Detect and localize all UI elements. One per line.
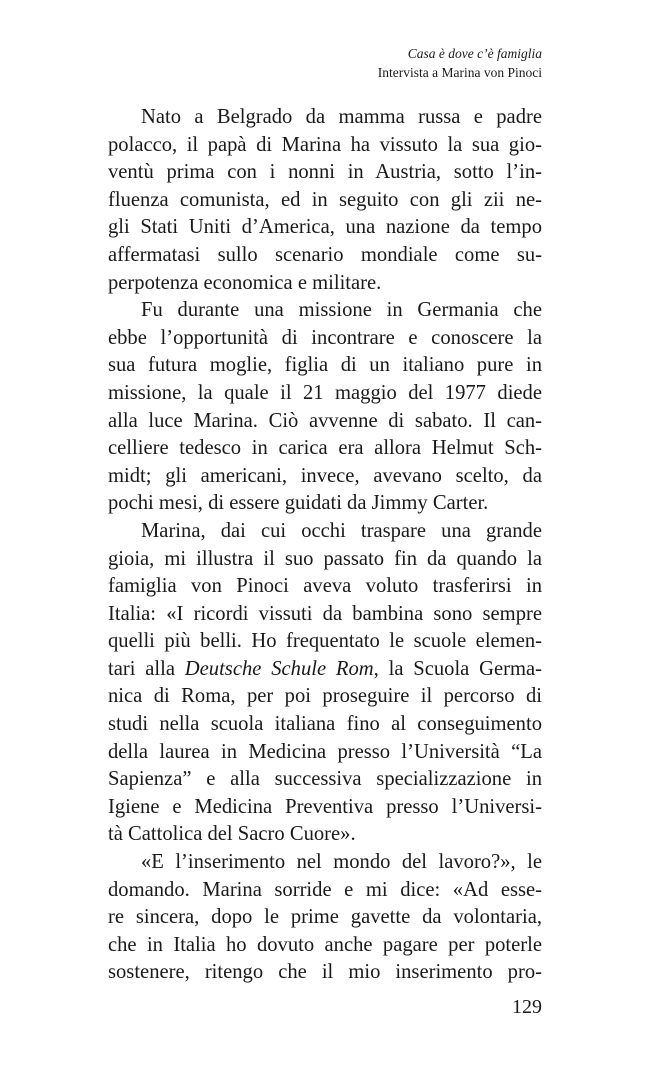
text-line: alla luce Marina. Ciò avvenne di sabato. Il can- — [108, 409, 542, 432]
running-head — [378, 44, 542, 82]
text-line: quelli più belli. Ho frequentato le scuole elemen- — [108, 630, 542, 653]
text-line: Nato a Belgrado da mamma russa e padre — [141, 106, 542, 128]
running-head-title: Casa è dove c’è famiglia — [407, 46, 542, 61]
text-line: Marina, dai cui occhi traspare una grande — [141, 519, 542, 542]
text-line: missione, la quale il 21 maggio del 1977 diede — [108, 381, 542, 404]
text-line: Fu durante una missione in Germania che — [141, 299, 542, 322]
page-number: 129 — [512, 996, 542, 1018]
text-line: pochi mesi, di essere guidati da Jimmy Carter. — [108, 492, 489, 515]
text-line: perpotenza economica e militare. — [108, 271, 382, 294]
text-line: gli Stati Uniti d’America, una nazione da tempo — [108, 216, 542, 239]
running-head-subtitle: Intervista a Marina von Pinoci — [377, 65, 542, 80]
paragraph-4 — [108, 849, 542, 987]
text-line: «E l’inserimento nel mondo del lavoro?», le — [141, 851, 542, 874]
text-line: Italia: «I ricordi vissuti da bambina sono sempre — [108, 602, 542, 625]
text-line: nica di Roma, per poi proseguire il percorso di — [108, 685, 542, 708]
text-line: fluenza comunista, ed in seguito con gli zii ne- — [108, 188, 542, 211]
text-line: Sapienza” e alla successiva specializzazione in — [108, 768, 542, 791]
text-line: che in Italia ho dovuto anche pagare per poterle — [108, 933, 542, 956]
text-line: famiglia von Pinoci aveva voluto trasferirsi in — [108, 575, 542, 598]
text-fragment: , la Scuola Germa- — [373, 657, 543, 680]
text-line-with-italic — [108, 656, 542, 684]
text-line: domando. Marina sorride e mi dice: «Ad esse- — [108, 878, 542, 901]
text-line: Igiene e Medicina Preventiva presso l’Universi- — [108, 795, 542, 818]
text-line: re sincera, dopo le prime gavette da volontaria, — [108, 906, 542, 929]
text-line: sua futura moglie, figlia di un italiano pure in — [108, 354, 542, 377]
text-fragment: tari alla — [108, 657, 185, 680]
text-line: studi nella scuola italiana fino al conseguimento — [108, 713, 542, 736]
paragraph-1 — [108, 104, 542, 297]
text-line: celliere tedesco in carica era allora Helmut Sch- — [108, 437, 542, 460]
text-line: polacco, il papà di Marina ha vissuto la sua gio- — [108, 133, 542, 156]
text-line: tà Cattolica del Sacro Cuore». — [108, 823, 356, 846]
paragraph-3 — [108, 518, 542, 849]
italic-school-name: Deutsche Schule Rom — [184, 657, 374, 680]
text-line: ebbe l’opportunità di incontrare e conoscere la — [108, 326, 542, 349]
body-text — [108, 104, 542, 987]
paragraph-2 — [108, 297, 542, 518]
text-line: midt; gli americani, invece, avevano scelto, da — [108, 464, 542, 487]
text-line: affermatasi sullo scenario mondiale come su- — [108, 243, 542, 266]
text-line: gioia, mi illustra il suo passato fin da quando la — [108, 547, 542, 570]
text-line: ventù prima con i nonni in Austria, sotto l’in- — [108, 161, 542, 184]
text-line: sostenere, ritengo che il mio inserimento pro- — [108, 961, 542, 984]
text-line: della laurea in Medicina presso l’Università “La — [108, 740, 542, 763]
